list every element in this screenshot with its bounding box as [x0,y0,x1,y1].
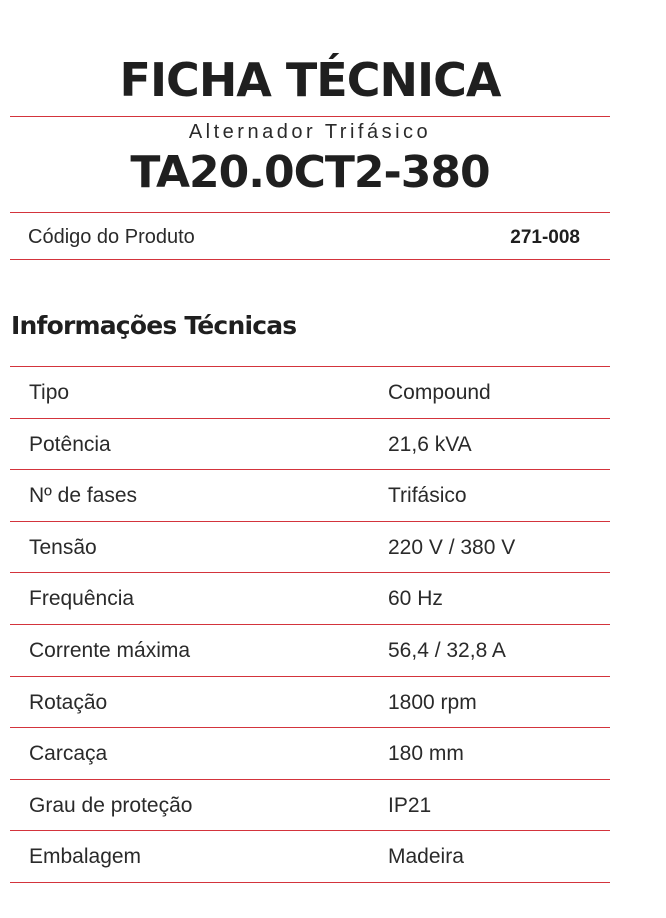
spec-label: Potência [29,432,111,456]
divider-line [10,212,610,213]
spec-value: IP21 [388,793,432,817]
spec-value: 180 mm [388,742,464,766]
table-row [10,625,610,677]
product-code-label: Código do Produto [28,226,195,248]
spec-value: 60 Hz [388,587,443,611]
spec-value: Compound [388,381,491,404]
spec-value: 56,4 / 32,8 A [388,638,506,662]
product-code-row [10,222,610,256]
spec-label: Nº de fases [29,484,138,508]
divider-line [10,259,610,260]
divider-line [10,116,610,117]
spec-value: 21,6 kVA [388,432,472,456]
spec-table [10,367,610,883]
spec-label: Grau de proteção [29,793,193,817]
product-code-value: 271-008 [510,227,580,248]
spec-value: Madeira [388,845,464,869]
spec-label: Embalagem [29,845,142,869]
spec-value: 1800 rpm [388,690,477,714]
table-row [10,831,610,883]
table-row [10,677,610,729]
table-row [10,522,610,574]
doc-title: FICHA TÉCNICA [119,53,501,107]
table-row [10,780,610,832]
spec-label: Tipo [29,381,70,404]
spec-label: Carcaça [29,742,108,766]
spec-label: Tensão [29,535,97,559]
section-title: Informações Técnicas [11,311,297,340]
spec-label: Corrente máxima [29,638,191,662]
spec-label: Rotação [29,690,108,714]
table-row [10,367,610,419]
doc-subtitle: Alternador Trifásico [188,121,432,143]
table-row [10,470,610,522]
spec-value: Trifásico [388,484,467,508]
spec-label: Frequência [29,587,135,611]
table-row [10,419,610,471]
doc-model: TA20.0CT2-380 [130,147,490,198]
spec-value: 220 V / 380 V [388,535,516,559]
table-row [10,728,610,780]
table-row [10,573,610,625]
